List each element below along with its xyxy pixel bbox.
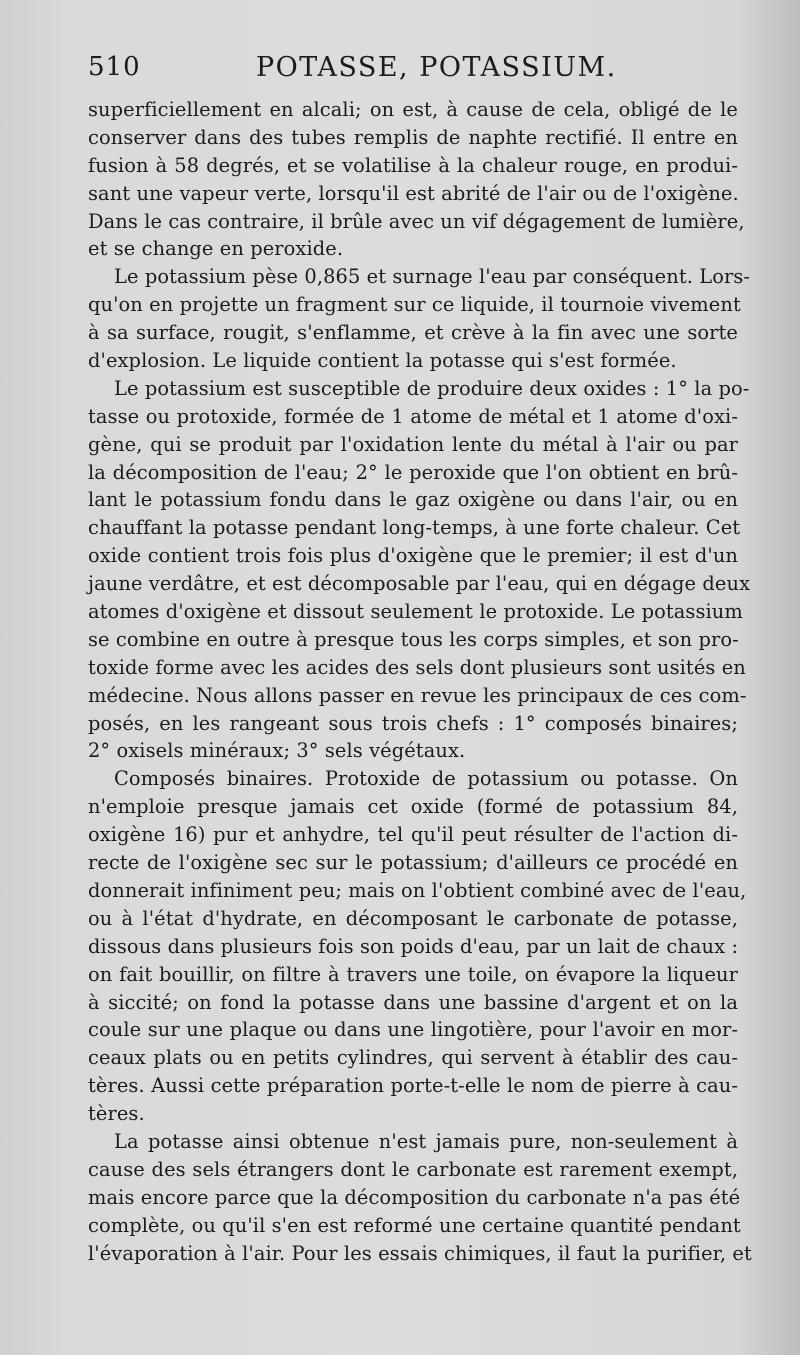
text-line: qu'on en projette un fragment sur ce liquide, il tournoie vivement (88, 293, 741, 317)
text-line: complète, ou qu'il s'en est reformé une certaine quantité pendant (88, 1213, 741, 1237)
text-line: tères. Aussi cette préparation porte-t-elle le nom de pierre à cau- (88, 1074, 738, 1098)
text-line: la décomposition de l'eau; 2° le peroxide que l'on obtient en brû- (88, 460, 738, 484)
page-header (88, 52, 738, 88)
paragraph-first-line: La potasse ainsi obtenue n'est jamais pure, non-seulement à (114, 1129, 738, 1153)
text-line: sant une vapeur verte, lorsqu'il est abrité de l'air ou de l'oxigène. (88, 181, 739, 205)
text-line: jaune verdâtre, et est décomposable par l'eau, qui en dégage deux (88, 572, 751, 596)
text-line: l'évaporation à l'air. Pour les essais chimiques, il faut la purifier, et (88, 1241, 752, 1265)
text-line: se combine en outre à presque tous les corps simples, et son pro- (88, 627, 739, 651)
paragraph-first-line: Le potassium pèse 0,865 et surnage l'eau par conséquent. Lors- (114, 265, 751, 289)
text-line: cause des sels étrangers dont le carbonate est rarement exempt, (88, 1157, 738, 1181)
text-line: conserver dans des tubes remplis de naphte rectifié. Il entre en (88, 125, 738, 149)
text-line: 2° oxisels minéraux; 3° sels végétaux. (88, 739, 466, 763)
text-line: tères. (88, 1102, 145, 1126)
text-line: ou à l'état d'hydrate, en décomposant le carbonate de potasse, (88, 906, 738, 930)
page-number: 510 (88, 52, 141, 82)
text-line: d'explosion. Le liquide contient la potasse qui s'est formée. (88, 349, 677, 373)
running-title: POTASSE, POTASSIUM. (256, 52, 617, 83)
text-line: lant le potassium fondu dans le gaz oxigène ou dans l'air, ou en (88, 488, 738, 512)
text-line: dissous dans plusieurs fois son poids d'eau, par un lait de chaux : (88, 934, 739, 958)
text-line: à siccité; on fond la potasse dans une bassine d'argent et on la (88, 990, 738, 1014)
text-line: recte de l'oxigène sec sur le potassium; d'ailleurs ce procédé en (88, 851, 738, 875)
text-line: donnerait infiniment peu; mais on l'obtient combiné avec de l'eau, (88, 878, 747, 902)
text-line: posés, en les rangeant sous trois chefs : 1° composés binaires; (88, 711, 738, 735)
body-text (88, 96, 752, 1267)
text-line: toxide forme avec les acides des sels dont plusieurs sont usités en (88, 655, 746, 679)
text-line: gène, qui se produit par l'oxidation lente du métal à l'air ou par (88, 432, 738, 456)
text-line: ceaux plats ou en petits cylindres, qui servent à établir des cau- (88, 1046, 738, 1070)
text-line: oxigène 16) pur et anhydre, tel qu'il peut résulter de l'action di- (88, 823, 738, 847)
text-line: et se change en peroxide. (88, 237, 344, 261)
text-line: Dans le cas contraire, il brûle avec un vif dégagement de lumière, (88, 209, 745, 233)
text-line: n'emploie presque jamais cet oxide (formé de potassium 84, (88, 795, 738, 819)
text-line: tasse ou protoxide, formée de 1 atome de métal et 1 atome d'oxi- (88, 404, 738, 428)
text-line: chauffant la potasse pendant long-temps, à une forte chaleur. Cet (88, 516, 741, 540)
text-line: coule sur une plaque ou dans une lingotière, pour l'avoir en mor- (88, 1018, 738, 1042)
text-line: médecine. Nous allons passer en revue les principaux de ces com- (88, 683, 747, 707)
paragraph-first-line: Composés binaires. Protoxide de potassium ou potasse. On (114, 767, 738, 791)
text-line: oxide contient trois fois plus d'oxigène que le premier; il est d'un (88, 544, 738, 568)
text-line: on fait bouillir, on filtre à travers une toile, on évapore la liqueur (88, 962, 738, 986)
text-line: fusion à 58 degrés, et se volatilise à la chaleur rouge, en produi- (88, 153, 738, 177)
paragraph-first-line: Le potassium est susceptible de produire deux oxides : 1° la po- (114, 376, 750, 400)
text-line: à sa surface, rougit, s'enflamme, et crève à la fin avec une sorte (88, 321, 738, 345)
text-line: atomes d'oxigène et dissout seulement le protoxide. Le potassium (88, 600, 743, 624)
text-line: superficiellement en alcali; on est, à cause de cela, obligé de le (88, 98, 738, 121)
text-line: mais encore parce que la décomposition du carbonate n'a pas été (88, 1185, 741, 1209)
